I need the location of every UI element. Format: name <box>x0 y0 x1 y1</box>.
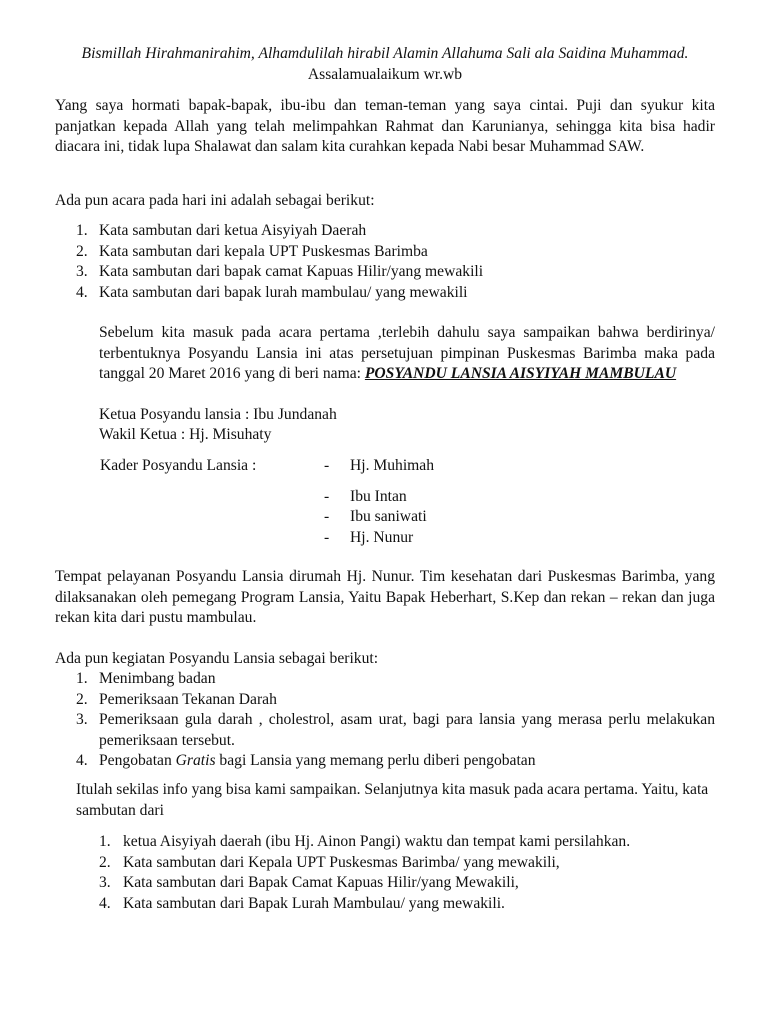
agenda-text: Kata sambutan dari bapak camat Kapuas Hilir/yang mewakili <box>99 263 484 280</box>
closing-item <box>99 873 719 894</box>
agenda-item <box>76 283 716 304</box>
closing-number: 1. <box>99 833 111 850</box>
agenda-text: Kata sambutan dari bapak lurah mambulau/ yang mewakili <box>99 283 468 301</box>
posyandu-name: POSYANDU LANSIA AISYIYAH MAMBULAU <box>364 365 677 382</box>
kader-label: Kader Posyandu Lansia : <box>100 457 257 474</box>
kegiatan-intro: Ada pun kegiatan Posyandu Lansia sebagai berikut: <box>55 650 379 667</box>
agenda-intro: Ada pun acara pada hari ini adalah sebagai berikut: <box>55 192 375 209</box>
kegiatan-post: bagi Lansia yang memang perlu diberi pengobatan <box>215 752 536 769</box>
tempat-paragraph: Tempat pelayanan Posyandu Lansia dirumah Hj. Nunur. Tim kesehatan dari Puskesmas Barimba, yang dilaksanakan oleh pemegang Program Lansia, Yaitu Bapak Heberhart, S.Kep dan rekan – rekan dan juga rekan kita dari pustu mambulau. <box>55 568 715 626</box>
kader-name: Ibu saniwati <box>350 508 427 525</box>
closing-number: 3. <box>99 874 111 891</box>
agenda-text: Kata sambutan dari kepala UPT Puskesmas Barimba <box>99 242 428 260</box>
kegiatan-item <box>76 710 716 751</box>
agenda-list <box>76 221 716 303</box>
agenda-number: 1. <box>76 222 88 239</box>
agenda-text: Kata sambutan dari ketua Aisyiyah Daerah <box>99 222 367 239</box>
kader-dash: - <box>324 529 330 546</box>
kader-dash: - <box>324 457 330 474</box>
kegiatan-number: 2. <box>76 690 88 708</box>
kegiatan-item <box>76 690 716 711</box>
agenda-item <box>76 262 716 283</box>
before-paragraph <box>99 323 715 385</box>
greeting-italic: Bismillah Hirahmanirahim, Alhamdulilah hirabil Alamin Allahuma Sali ala Saidina Muhammad. <box>81 45 689 62</box>
kegiatan-list <box>76 669 716 772</box>
closing-item <box>99 894 719 915</box>
closing-list <box>99 832 719 914</box>
agenda-item <box>76 221 716 242</box>
opening-greeting <box>60 44 710 85</box>
ketua-line: Ketua Posyandu lansia : Ibu Jundanah <box>99 406 337 423</box>
closing-text: Kata sambutan dari Bapak Camat Kapuas Hilir/yang Mewakili, <box>123 874 519 891</box>
greeting-regular: Assalamualaikum wr.wb <box>307 65 463 83</box>
kegiatan-item <box>76 669 716 690</box>
kegiatan-text: Pemeriksaan gula darah , cholestrol, asam urat, bagi para lansia yang merasa perlu melakukan pemeriksaan tersebut. <box>99 711 715 749</box>
agenda-number: 3. <box>76 263 88 280</box>
closing-item <box>99 832 719 853</box>
kegiatan-number: 4. <box>76 752 88 769</box>
closing-text: Kata sambutan dari Kepala UPT Puskesmas Barimba/ yang mewakili, <box>123 853 560 871</box>
closing-text: ketua Aisyiyah daerah (ibu Hj. Ainon Pangi) waktu dan tempat kami persilahkan. <box>123 833 631 850</box>
agenda-number: 4. <box>76 283 88 301</box>
kader-dash: - <box>324 488 330 505</box>
kegiatan-text: Menimbang badan <box>99 670 216 687</box>
closing-item <box>99 853 719 874</box>
kegiatan-text <box>99 751 536 772</box>
closing-number: 4. <box>99 894 111 912</box>
agenda-number: 2. <box>76 242 88 260</box>
agenda-item <box>76 242 716 263</box>
kegiatan-item <box>76 751 716 772</box>
kader-row <box>100 487 600 508</box>
kader-row <box>100 456 600 477</box>
kegiatan-pre: Pengobatan <box>99 752 176 769</box>
closing-number: 2. <box>99 853 111 871</box>
kader-row <box>100 507 600 528</box>
kader-name: Hj. Nunur <box>350 529 414 546</box>
kader-name: Ibu Intan <box>350 488 407 505</box>
kegiatan-number: 3. <box>76 711 88 728</box>
itulah-paragraph: Itulah sekilas info yang bisa kami sampaikan. Selanjutnya kita masuk pada acara pertama. Yaitu, kata sambutan dari <box>76 781 709 819</box>
wakil-line: Wakil Ketua : Hj. Misuhaty <box>99 426 272 443</box>
closing-text: Kata sambutan dari Bapak Lurah Mambulau/ yang mewakili. <box>123 894 505 912</box>
kader-name: Hj. Muhimah <box>350 457 435 474</box>
kader-row <box>100 528 600 549</box>
kegiatan-number: 1. <box>76 670 88 687</box>
kegiatan-text: Pemeriksaan Tekanan Darah <box>99 690 277 708</box>
before-text: Sebelum kita masuk pada acara pertama ,terlebih dahulu saya sampaikan bahwa berdirinya/ terbentuknya Posyandu Lansia ini atas persetujuan pimpinan Puskesmas Barimba maka pada tanggal 20 Maret 2016 yang di beri nama: <box>99 324 715 382</box>
kegiatan-gratis: Gratis <box>175 752 216 769</box>
intro-paragraph: Yang saya hormati bapak-bapak, ibu-ibu dan teman-teman yang saya cintai. Puji dan syukur kita panjatkan kepada Allah yang telah melimpahkan Rahmat dan Karunianya, sehingga kita bisa hadir diacara ini, tidak lupa Shalawat dan salam kita curahkan kepada Nabi besar Muhammad SAW. <box>55 97 715 155</box>
kader-dash: - <box>324 508 330 525</box>
